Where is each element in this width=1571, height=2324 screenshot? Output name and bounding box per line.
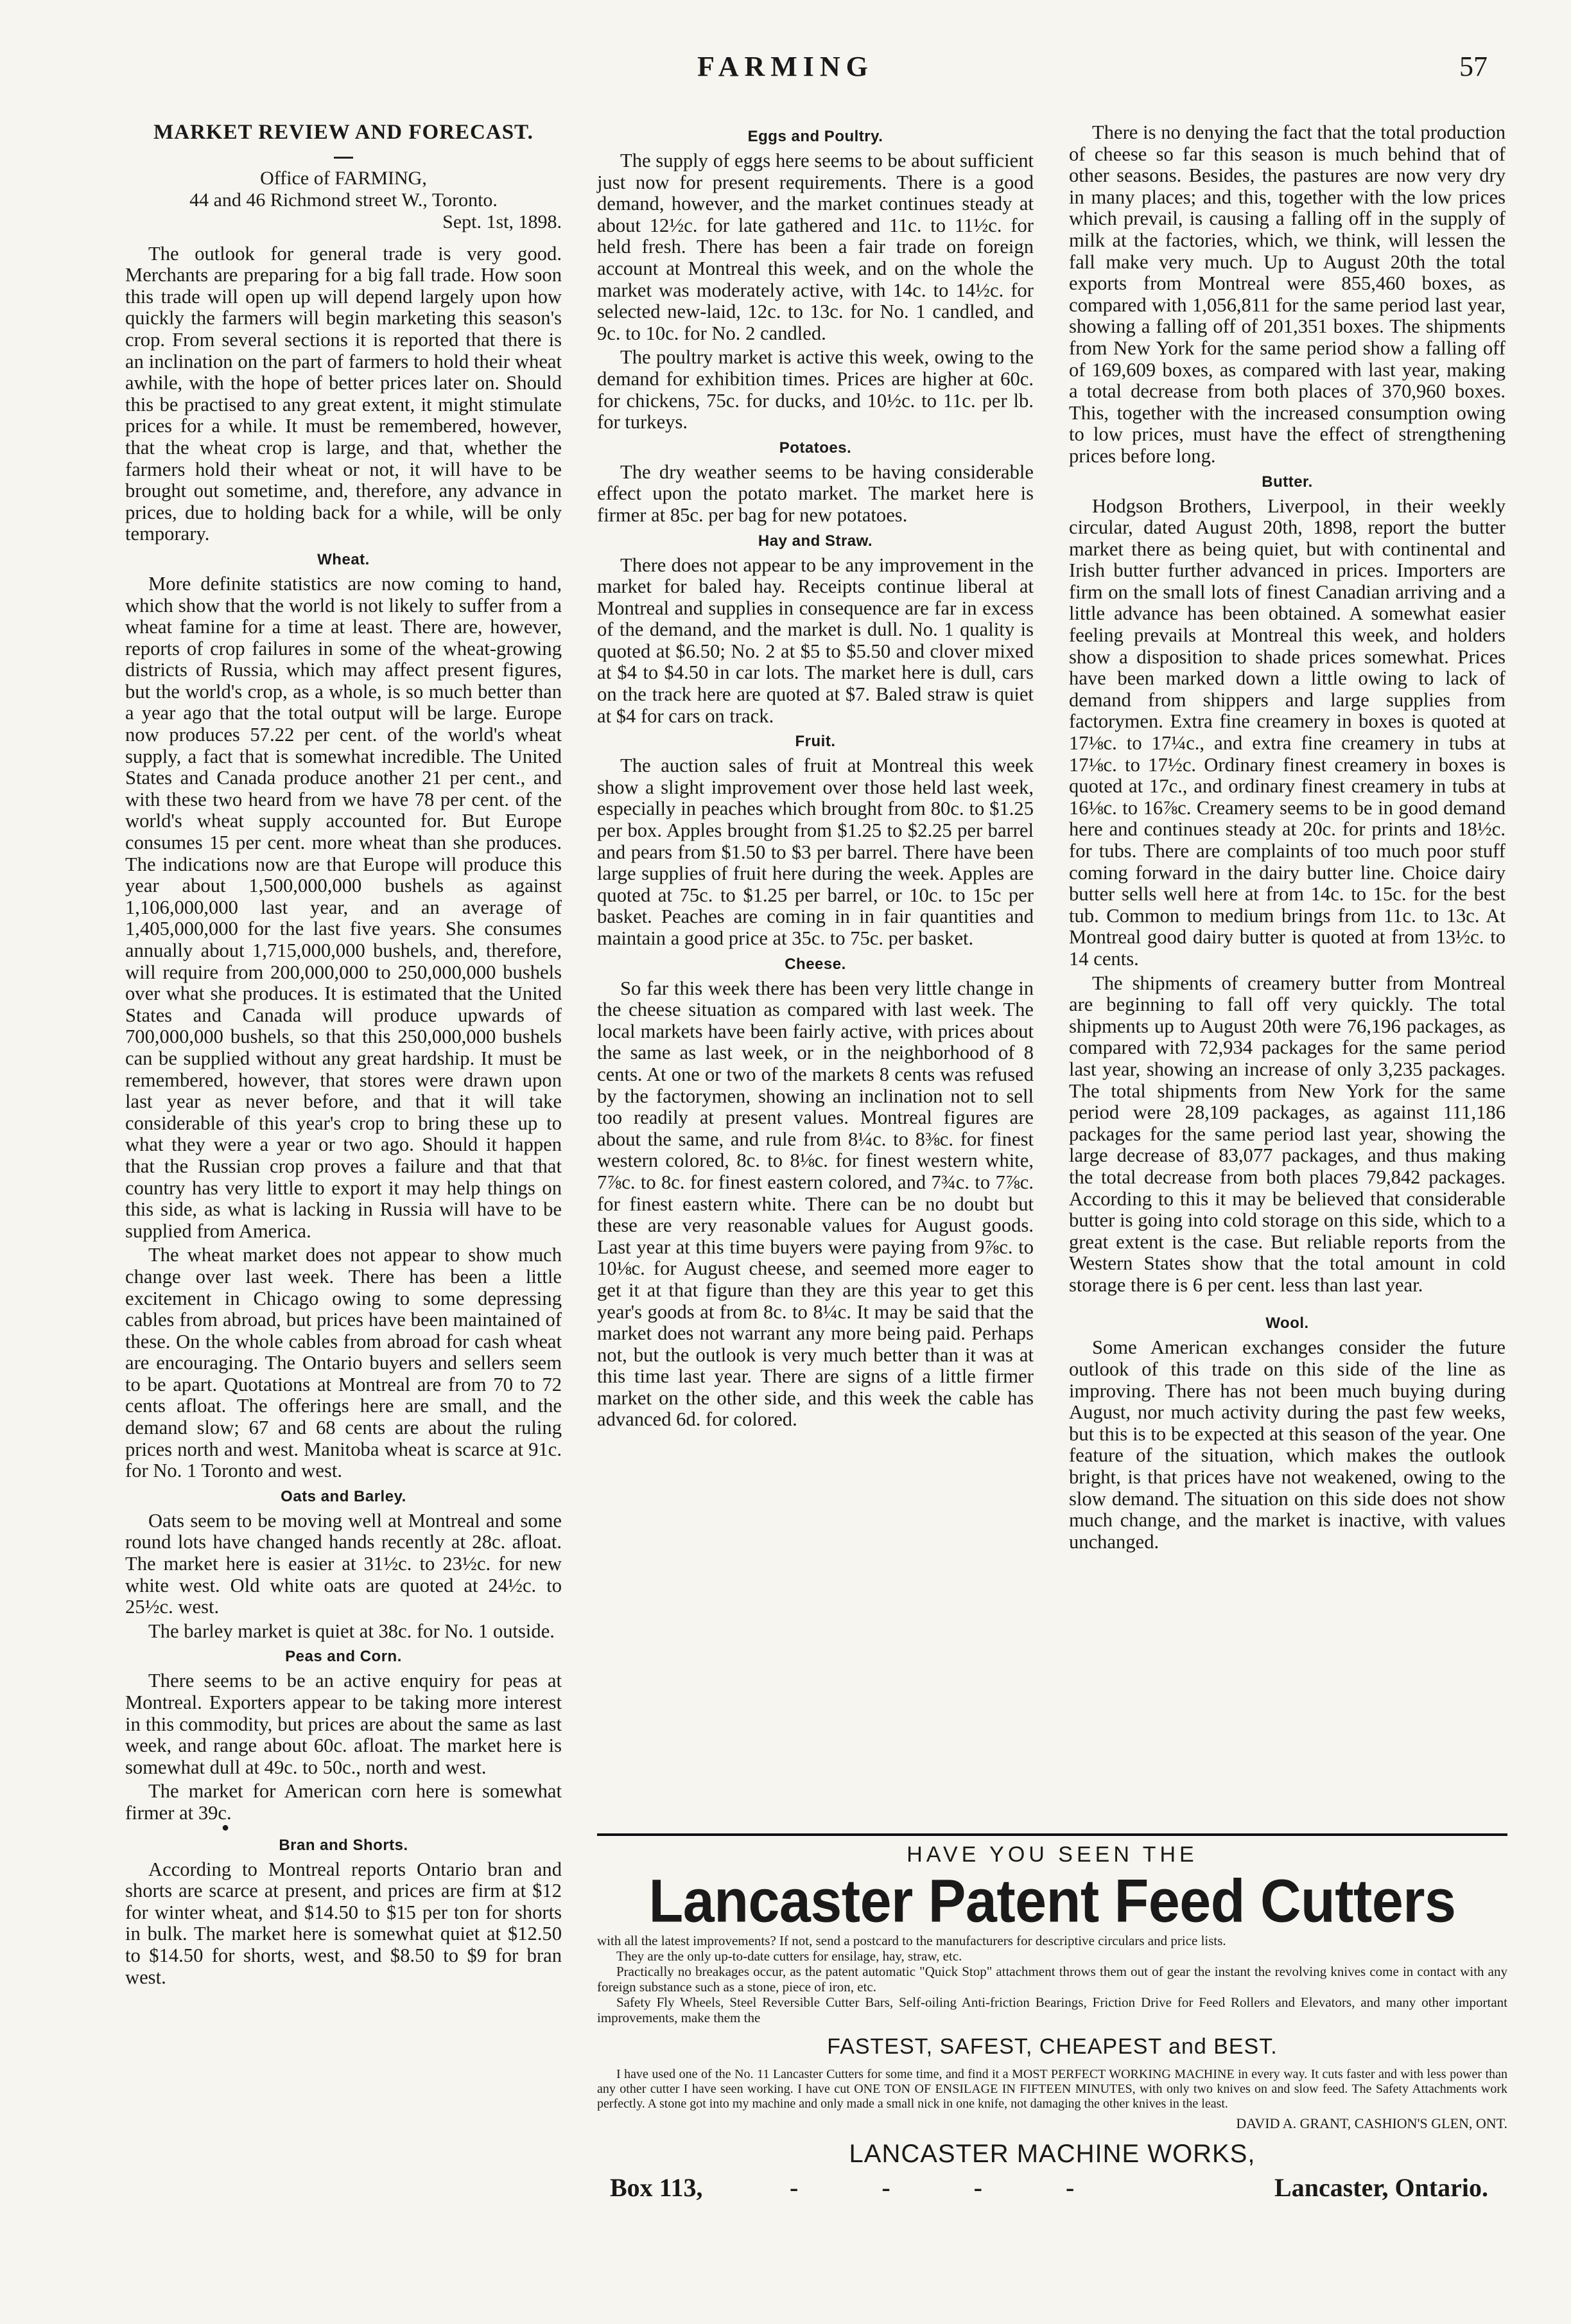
- fruit-paragraph-1: The auction sales of fruit at Montreal this week show a slight improvement over those held last week, especially in peaches which brought from 80c. to $1.25 per box. Apples brought from $1.25 to $2.25 per barrel and pears from $1.50 to $3 per barrel. There have been large supplies of fruit here during the week. Apples are quoted at 75c. to $1.25 per barrel, or 10c. to 15c per basket. Peaches are coming in in fair quantities and maintain a good price at 35c. to 75c. per basket.: [597, 755, 1034, 949]
- bran-shorts-paragraph-1: According to Montreal reports Ontario bran and shorts are scarce at present, and prices are firm at $12 for winter wheat, and $14.50 to $15 per ton for shorts in bulk. The market here is somewhat quiet at $12.50 to $14.50 for shorts, west, and $8.50 to $9 for bran west.: [125, 1858, 562, 1988]
- ad-location: Lancaster, Ontario.: [1274, 2173, 1488, 2202]
- dateline-address: 44 and 46 Richmond street W., Toronto.: [189, 189, 498, 211]
- ad-slogan: FASTEST, SAFEST, CHEAPEST and BEST.: [827, 2034, 1278, 2059]
- potatoes-paragraph-1: The dry weather seems to be having considerable effect upon the potato market. The market here is firmer at 85c. per bag for new potatoes.: [597, 460, 1034, 526]
- butter-paragraph-1: Hodgson Brothers, Liverpool, in their weekly circular, dated August 20th, 1898, report the butter market there as being quiet, but with continental and Irish butter further advanced in prices. Importers are firm on the small lots of finest Canadian arriving and a little advance has been obtained. A somewhat easier feeling prevails at Montreal this week, and holders show a disposition to shade prices somewhat. Prices have been marked down a little owing to lack of demand from shippers and large supplies from factorymen. Extra fine creamery in boxes is quoted at 17⅛c. to 17¼c., and extra fine creamery in tubs at 17⅛c. to 17½c. Ordinary finest creamery in boxes is quoted at 17c., and ordinary finest creamery in tubs at 16⅛c. to 16⅞c. Creamery seems to be in good demand here and continues steady at 20c. for prints and 18½c. for tubs. There are complaints of too much poor stuff coming forward in the dairy butter line. Choice dairy butter sells well here at from 14c. to 15c. for the best tub. Common to medium brings from 11c. to 13c. At Montreal good dairy butter is quoted at from 13½c. to 14 cents.: [1069, 494, 1506, 970]
- butter-paragraph-2: The shipments of creamery butter from Montreal are beginning to fall off very quickly. The total shipments up to August 20th were 76,196 packages, as compared with 72,934 packages for the same period last year, showing an increase of only 3,235 packages. The total shipments from New York for the same period were 28,109 packages, as against 111,186 packages for the same period last year, showing the large decrease of 83,077 packages, and thus making the total decrease from both places 79,842 packages. According to this it may be believed that considerable butter is going into cold storage on this side, which to a great extent is the case. But reliable reports from the Western States show that the total amount in cold storage there is 6 per cent. less than last year.: [1069, 972, 1506, 1296]
- section-heading-eggs-poultry: Eggs and Poultry.: [747, 128, 883, 145]
- ad-address: [597, 2172, 1507, 2205]
- column-1: [125, 122, 562, 1988]
- section-heading-oats-barley: Oats and Barley.: [281, 1487, 406, 1505]
- dateline-date: Sept. 1st, 1898.: [442, 211, 562, 232]
- section-heading-wool: Wool.: [1265, 1315, 1309, 1332]
- ad-signature: DAVID A. GRANT, CASHION'S GLEN, ONT.: [1236, 2115, 1507, 2131]
- title-rule: [334, 157, 353, 159]
- article-title: MARKET REVIEW AND FORECAST.: [153, 121, 534, 144]
- section-heading-fruit: Fruit.: [795, 733, 836, 751]
- section-heading-cheese: Cheese.: [785, 955, 846, 973]
- column-3: [1069, 122, 1506, 1553]
- dateline-office: Office of FARMING,: [260, 167, 427, 189]
- wheat-paragraph-2: The wheat market does not appear to show much change over last week. There has been a little excitement in Chicago owing to some depressing cables from abroad, but prices have been maintained of these. On the whole cables from abroad for cash wheat are encouraging. The Ontario buyers and sellers seem to be apart. Quotations at Montreal are from 70 to 72 cents afloat. The offerings here are small, and the demand slow; 67 and 68 cents are about the ruling prices north and west. Manitoba wheat is scarce at 91c. for No. 1 Toronto and west.: [125, 1244, 562, 1482]
- ad-dashes: - - - -: [790, 2173, 1113, 2202]
- section-heading-bran-shorts: Bran and Shorts.: [279, 1836, 408, 1854]
- ad-box: Box 113,: [610, 2173, 703, 2202]
- section-heading-wheat: Wheat.: [317, 550, 370, 568]
- ad-line-1: They are the only up-to-date cutters for ensilage, hay, straw, etc.: [616, 1948, 962, 1964]
- cheese-paragraph-2: There is no denying the fact that the total production of cheese so far this season is much behind that of other seasons. Besides, the pastures are now very dry in many places; and this, together with the low prices which prevail, is causing a falling off in the supply of milk at the factories, which, we think, will lessen the fall make very much. Up to August 20th the total exports from Montreal were 855,460 boxes, as compared with 1,056,811 for the same period last year, showing a falling off of 201,351 boxes. The shipments from New York for the same period show a falling off of 169,609 boxes, as compared with last year, making a total decrease from both places of 370,960 boxes. This, together with the increased consumption owing to low prices, must have the effect of strengthening prices before long.: [1069, 121, 1506, 467]
- oats-barley-paragraph-2: The barley market is quiet at 38c. for No. 1 outside.: [148, 1620, 555, 1642]
- ad-kicker: HAVE YOU SEEN THE: [907, 1842, 1198, 1867]
- intro-paragraph: The outlook for general trade is very good. Merchants are preparing for a big fall trade. How soon this trade will open up will depend largely upon how quickly the farmers will begin marketing this season's crop. From several sections it is reported that there is an inclination on the part of farmers to hold their wheat awhile, with the hope of better prices later on. Should this be practised to any great extent, it might stimulate prices for a while. It must be remembered, however, that the wheat crop is large, and that, whether the farmers hold their wheat or not, it will have to be brought out sometime, and, therefore, any advance in prices, due to holding back for a while, will be only temporary.: [125, 242, 562, 545]
- cheese-paragraph-1: So far this week there has been very little change in the cheese situation as compared with last week. The local markets have been fairly active, with prices about the same as last week, or in the neighborhood of 8 cents. At one or two of the markets 8 cents was refused by the factorymen, showing an inclination not to sell too readily at present values. Montreal figures are about the same, and rule from 8¼c. to 8⅜c. for finest western colored, 8c. to 8⅛c. for finest western white, 7⅞c. to 8c. for finest eastern colored, and 7¾c. to 7⅞c. for finest eastern white. There can be no doubt but these are very reasonable values for August goods. Last year at this time buyers were paying from 9⅞c. to 10⅛c. for August cheese, and seemed more eager to get it at that figure than they are this year to get this year's goods at from 8c. to 8¼c. It may be said that the market does not warrant any more being paid. Perhaps not, but the outlook is very much better than it was at this time last year. There are signs of a little firmer market on the other side, and this week the cable has advanced 6d. for colored.: [597, 977, 1034, 1431]
- peas-corn-paragraph-2: The market for American corn here is somewhat firmer at 39c.: [125, 1780, 562, 1824]
- oats-barley-paragraph-1: Oats seem to be moving well at Montreal and some round lots have changed hands recently at 28c. afloat. The market here is easier at 31½c. to 23½c. for new white west. Old white oats are quoted at 24½c. to 25½c. west.: [125, 1509, 562, 1618]
- dateline: [125, 168, 562, 233]
- bullet-mark: ●: [221, 1820, 230, 1835]
- advertisement: [597, 1833, 1507, 2292]
- ad-title: Lancaster Patent Feed Cutters: [648, 1866, 1456, 1935]
- page-number: 57: [1459, 51, 1488, 82]
- section-heading-peas-corn: Peas and Corn.: [285, 1648, 402, 1666]
- running-title: FARMING: [697, 51, 874, 82]
- page-header: [0, 50, 1571, 101]
- wheat-paragraph-1: More definite statistics are now coming to hand, which show that the world is not likely to suffer from a wheat famine for a time at least. There are, however, reports of crop failures in some of the wheat-growing districts of Russia, which may affect present figures, but the world's crop, as a whole, is so much better than a year ago that the total output will be large. Europe now produces 57.22 per cent. of the world's wheat supply, a fact that is somewhat incredible. The United States and Canada produce another 21 per cent., and with these two heard from we have 78 per cent. of the world's wheat supply accounted for. But Europe consumes 15 per cent. more wheat than she produces. The indications now are that Europe will produce this year about 1,500,000,000 bushels as against 1,106,000,000 last year, and an average of 1,405,000,000 for the last five years. She consumes annually about 1,715,000,000 bushels, and, therefore, will require from 200,000,000 to 250,000,000 bushels over what she produces. It is estimated that the United States and Canada will produce upwards of 700,000,000 bushels, so that this 250,000,000 bushels can be supplied without any great hardship. It must be remembered, however, that stores were drawn upon last year as never before, and that it will take considerable of this year's crop to bring these up to what they were a year or two ago. Should it happen that the Russian crop proves a failure and that that country has very little to export it may help things on this side, as what is lacking in Russia will have to be supplied from America.: [125, 572, 562, 1242]
- ad-intro: with all the latest improvements? If not, send a postcard to the manufacturers for descriptive circulars and price lists.: [597, 1933, 1226, 1948]
- section-heading-butter: Butter.: [1262, 473, 1313, 491]
- section-heading-hay-straw: Hay and Straw.: [758, 532, 873, 550]
- eggs-poultry-paragraph-1: The supply of eggs here seems to be about sufficient just now for present requirements. There is a good demand, however, and the market continues steady at about 12½c. for late gathered and 11c. to 11½c. for held fresh. There has been a fair trade on foreign account at Montreal this week, and on the whole the market was moderately active, with 14c. to 14½c. for selected new-laid, 12c. to 13c. for No. 1 candled, and 9c. to 10c. for No. 2 candled.: [597, 150, 1034, 344]
- section-heading-potatoes: Potatoes.: [779, 439, 852, 457]
- ad-line-3: Safety Fly Wheels, Steel Reversible Cutter Bars, Self-oiling Anti-friction Bearings, Friction Drive for Feed Rollers and Elevators, and many other important improvements, make them the: [597, 1995, 1507, 2025]
- hay-straw-paragraph-1: There does not appear to be any improvement in the market for baled hay. Receipts continue liberal at Montreal and supplies in consequence are far in excess of the demand, and the market is dull. No. 1 quality is quoted at $6.50; No. 2 at $5 to $5.50 and clover mixed at $4 to $4.50 in car lots. The market here is dull, cars on the track here are quoted at $7. Baled straw is quiet at $4 for cars on track.: [597, 554, 1034, 727]
- peas-corn-paragraph-1: There seems to be an active enquiry for peas at Montreal. Exporters appear to be taking more interest in this commodity, but prices are about the same as last week, and range about 60c. afloat. The market here is somewhat dull at 49c. to 50c., north and west.: [125, 1670, 562, 1778]
- ad-line-2: Practically no breakages occur, as the patent automatic "Quick Stop" attachment throws them out of gear the instant the revolving knives come in contact with any foreign substance such as a stone, piece of iron, etc.: [597, 1964, 1507, 1995]
- wool-paragraph-1: Some American exchanges consider the future outlook of this trade on this side of the line as improving. There has not been much buying during August, nor much activity during the past few weeks, but this is to be expected at this season of the year. One feature of the situation, which makes the outlook bright, is that prices have not weakened, owing to the slow demand. The situation on this side does not show much change, and the market is inactive, with values unchanged.: [1069, 1336, 1506, 1553]
- ad-company: LANCASTER MACHINE WORKS,: [849, 2140, 1256, 2168]
- column-2: [597, 122, 1034, 1431]
- ad-testimonial: I have used one of the No. 11 Lancaster Cutters for some time, and find it a MOST PERFECT WORKING MACHINE in every way. It cuts faster and with less power than any other cutter I have seen working. I have cut ONE TON OF ENSILAGE IN FIFTEEN MINUTES, with only two knives on and slow feed. The Safety Attachments work perfectly. A stone got into my machine and only made a small nick in one knife, not damaging the other knives in the least.: [597, 2067, 1507, 2111]
- eggs-poultry-paragraph-2: The poultry market is active this week, owing to the demand for exhibition times. Prices are higher at 60c. for chickens, 75c. for ducks, and 10½c. to 11c. per lb. for turkeys.: [597, 346, 1034, 433]
